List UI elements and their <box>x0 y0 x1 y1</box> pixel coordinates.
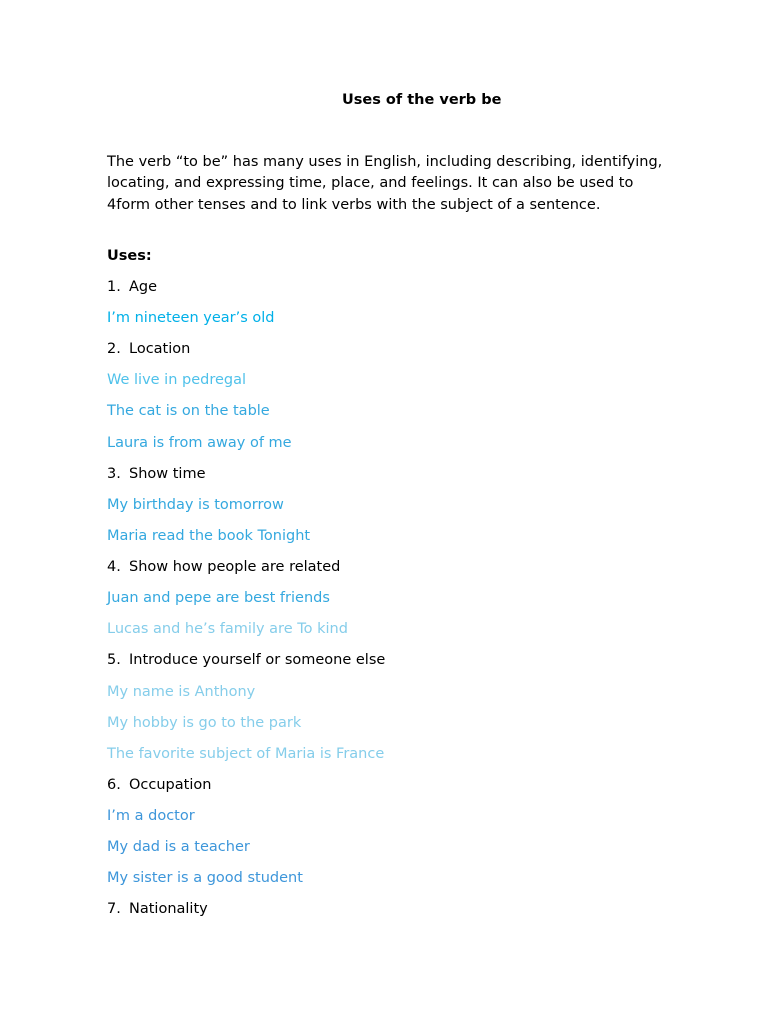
list-label: Show time <box>129 466 206 482</box>
list-number: 1. <box>107 279 121 295</box>
list-number: 7. <box>107 901 121 917</box>
list-item-heading <box>107 776 211 794</box>
list-label: Show how people are related <box>129 559 341 575</box>
list-item-heading <box>107 651 385 669</box>
list-label: Introduce yourself or someone else <box>129 652 386 668</box>
list-item-heading <box>107 900 208 918</box>
example-sentence: My hobby is go to the park <box>107 715 302 731</box>
example-sentence: I’m nineteen year’s old <box>107 310 275 326</box>
list-item-heading <box>107 340 190 358</box>
example-sentence: Maria read the book Tonight <box>107 528 311 544</box>
list-item-heading <box>107 558 340 576</box>
example-sentence: Lucas and he’s family are To kind <box>107 621 348 637</box>
example-sentence: My sister is a good student <box>107 870 303 886</box>
list-number: 4. <box>107 559 121 575</box>
list-label: Nationality <box>129 901 208 917</box>
document-title: Uses of the verb be <box>342 92 502 108</box>
list-item-heading <box>107 278 157 296</box>
list-number: 2. <box>107 341 121 357</box>
example-sentence: We live in pedregal <box>107 372 247 388</box>
example-sentence: The cat is on the table <box>107 403 270 419</box>
example-sentence: Juan and pepe are best friends <box>107 590 330 606</box>
uses-heading: Uses: <box>107 248 152 264</box>
list-number: 3. <box>107 466 121 482</box>
list-label: Location <box>129 341 191 357</box>
intro-paragraph: The verb “to be” has many uses in English, including describing, identifying, locating, and expressing time, place, and feelings. It can also be used to 4form other tenses and to link verbs with the subject of a sentence. <box>107 154 663 213</box>
list-label: Age <box>129 279 158 295</box>
list-label: Occupation <box>129 777 212 793</box>
example-sentence: The favorite subject of Maria is France <box>107 746 385 762</box>
list-item-heading <box>107 465 206 483</box>
example-sentence: Laura is from away of me <box>107 435 292 451</box>
list-number: 6. <box>107 777 121 793</box>
example-sentence: My dad is a teacher <box>107 839 250 855</box>
example-sentence: My name is Anthony <box>107 684 256 700</box>
example-sentence: My birthday is tomorrow <box>107 497 284 513</box>
example-sentence: I’m a doctor <box>107 808 195 824</box>
list-number: 5. <box>107 652 121 668</box>
